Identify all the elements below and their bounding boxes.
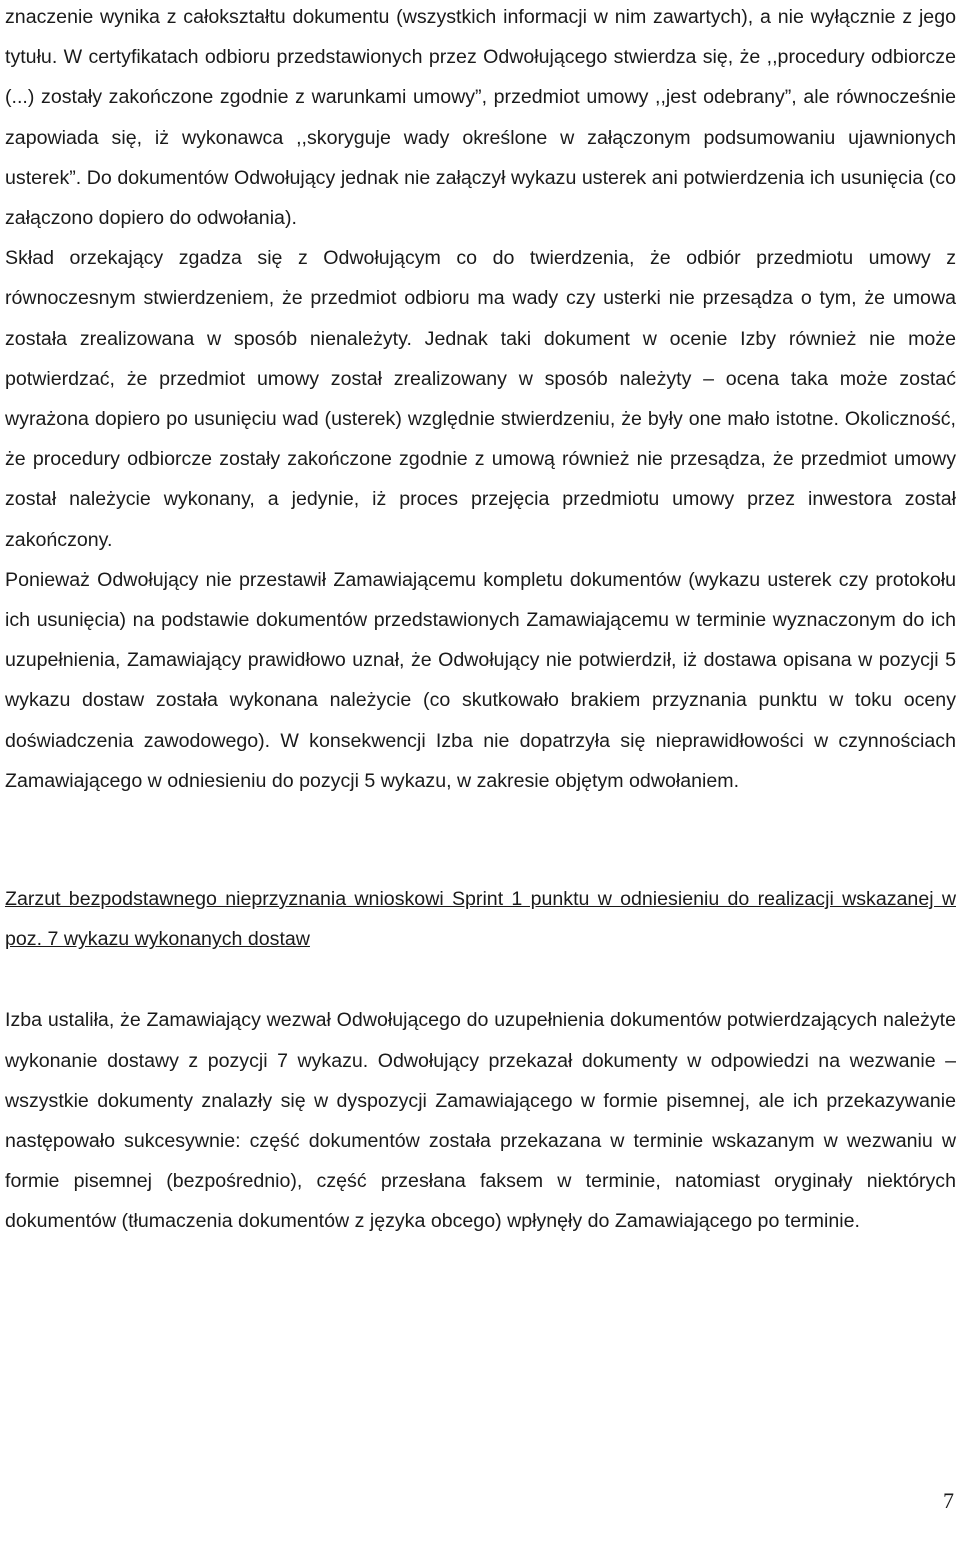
- document-page: [5, 0, 956, 1242]
- section-heading: Zarzut bezpodstawnego nieprzyznania wnioskowi Sprint 1 punktu w odniesieniu do realizacji wskazanej w poz. 7 wykazu wykonanych dostaw: [5, 888, 956, 951]
- paragraph-conclusion-position-5: Ponieważ Odwołujący nie przestawił Zamawiającemu kompletu dokumentów (wykazu usterek czy protokołu ich usunięcia) na podstawie dokumentów przedstawionych Zamawiającemu w terminie wyznaczonym do ich uzupełnienia, Zamawiający prawidłowo uznał, że Odwołujący nie potwierdził, iż dostawa opisana w pozycji 5 wykazu dostaw została wykonana należycie (co skutkowało brakiem przyznania punktu w toku oceny doświadczenia zawodowego). W konsekwencji Izba nie dopatrzyła się nieprawidłowości w czynnościach Zamawiającego w odniesieniu do pozycji 5 wykazu, w zakresie objętym odwołaniem.: [5, 568, 956, 792]
- paragraph-findings-position-7: Izba ustaliła, że Zamawiający wezwał Odwołującego do uzupełnienia dokumentów potwierdzających należyte wykonanie dostawy z pozycji 7 wykazu. Odwołujący przekazał dokumenty w odpowiedzi na wezwanie – wszystkie dokumenty znalazły się w dyspozycji Zamawiającego w formie pisemnej, ale ich przekazywanie następowało sukcesywnie: część dokumentów została przekazana w terminie wskazanym w wezwaniu w formie pisemnej (bezpośrednio), część przesłana faksem w terminie, natomiast oryginały niektórych dokumentów (tłumaczenia dokumentów z języka obcego) wpłynęły do Zamawiającego po terminie.: [5, 1009, 956, 1233]
- paragraph-panel-assessment: Skład orzekający zgadza się z Odwołującym co do twierdzenia, że odbiór przedmiotu umowy z równoczesnym stwierdzeniem, że przedmiot odbioru ma wady czy usterki nie przesądza o tym, że umowa została zrealizowana w sposób nienależyty. Jednak taki dokument w ocenie Izby również nie może potwierdzać, że przedmiot umowy został zrealizowany w sposób należyty – ocena taka może zostać wyrażona dopiero po usunięciu wad (usterek) względnie stwierdzeniu, że były one mało istotne. Okoliczność, że procedury odbiorcze zostały zakończone zgodnie z umową również nie przesądza, że przedmiot umowy został należycie wykonany, a jedynie, iż proces przejęcia przedmiotu umowy przez inwestora został zakończony.: [5, 247, 956, 551]
- paragraph-decision-reasoning: znaczenie wynika z całokształtu dokumentu (wszystkich informacji w nim zawartych), a nie wyłącznie z jego tytułu. W certyfikatach odbioru przedstawionych przez Odwołującego stwierdza się, że ,,procedury odbiorcze (...) zostały zakończone zgodnie z warunkami umowy”, przedmiot umowy ,,jest odebrany”, ale równocześnie zapowiada się, iż wykonawca ,,skoryguje wady określone w załączonym podsumowaniu ujawnionych usterek”. Do dokumentów Odwołujący jednak nie załączył wykazu usterek ani potwierdzenia ich usunięcia (co załączono dopiero do odwołania).: [5, 6, 956, 230]
- page-number: 7: [943, 1488, 954, 1513]
